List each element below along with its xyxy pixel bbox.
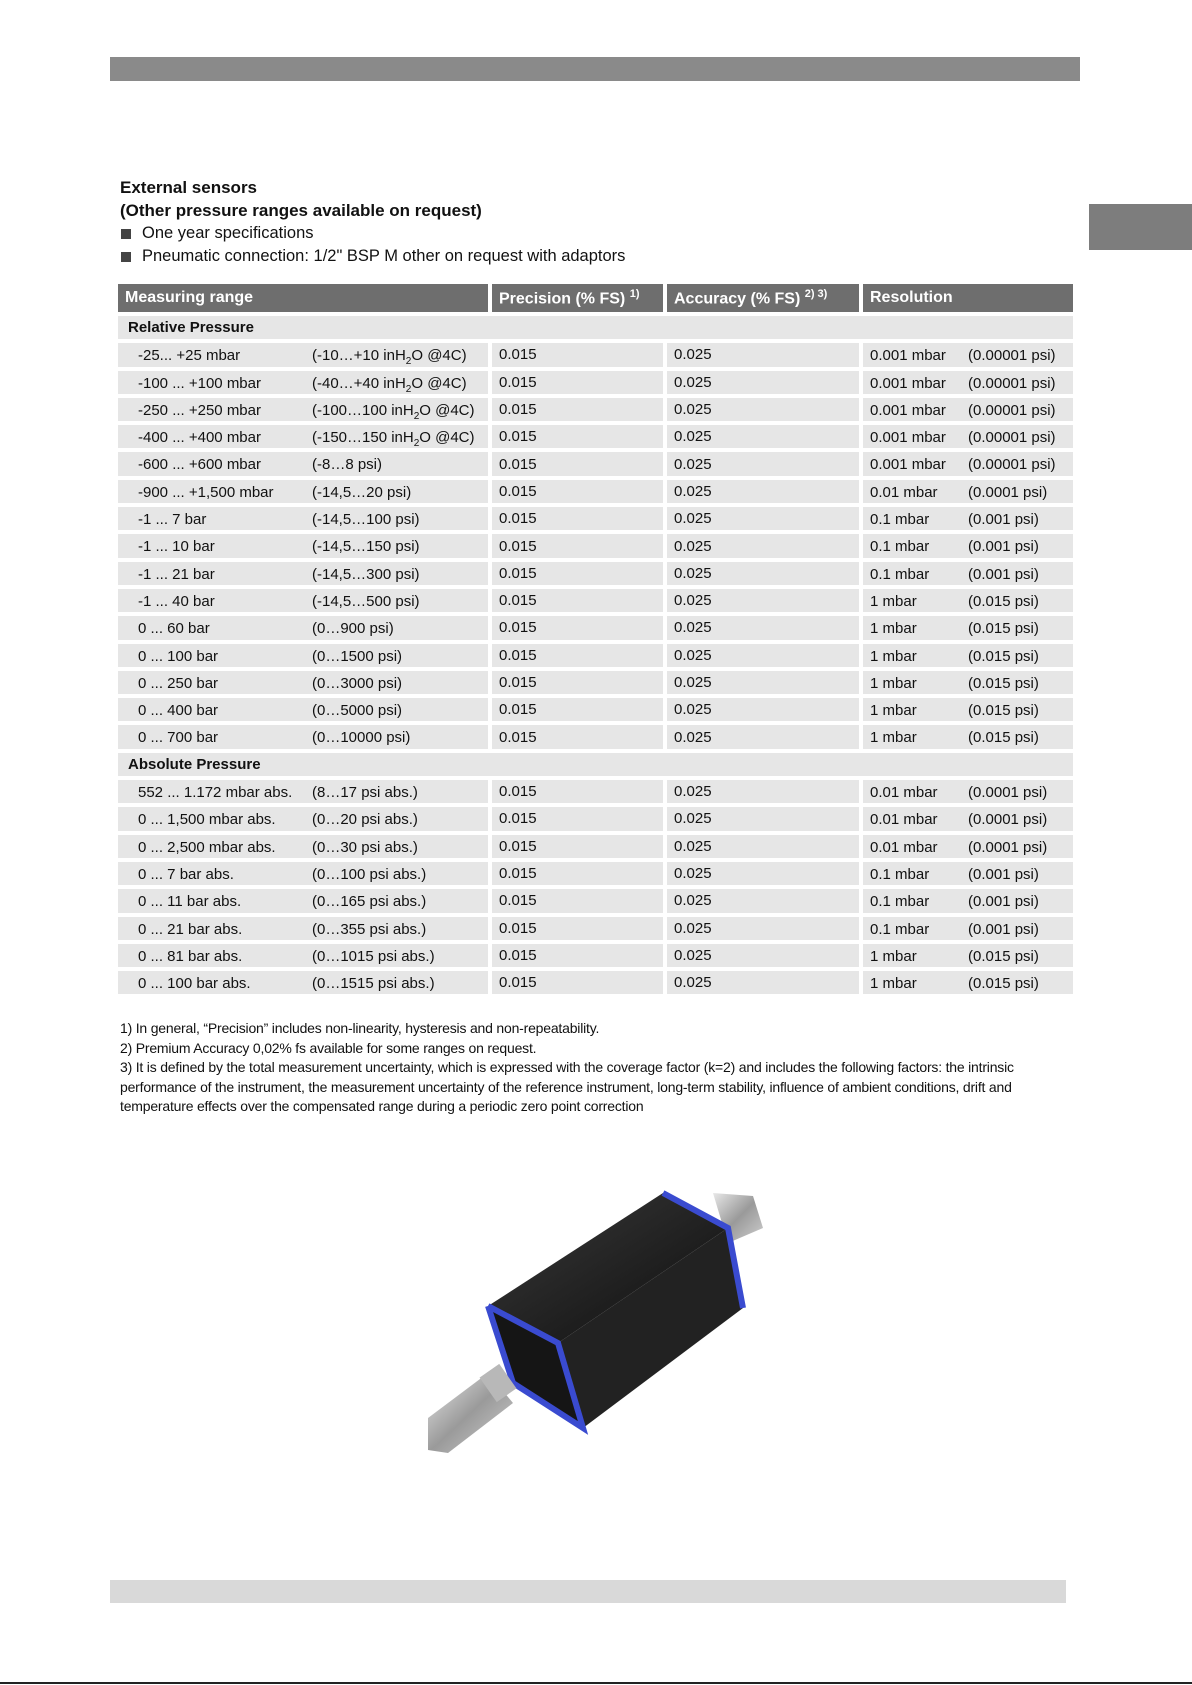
footer-rule — [0, 1682, 1192, 1684]
section-row — [118, 753, 1073, 776]
range-mbar: 0 ... 100 bar — [138, 647, 219, 665]
precision-cell: 0.015 — [492, 425, 663, 448]
range-cell — [118, 971, 488, 994]
resolution-cell — [863, 835, 1073, 858]
resolution-mbar: 1 mbar — [870, 674, 917, 692]
resolution-cell — [863, 534, 1073, 557]
resolution-mbar: 0.01 mbar — [870, 811, 938, 829]
range-alt-units: (-40…+40 inH$_2$O @4C) — [312, 374, 467, 395]
resolution-psi: (0.015 psi) — [968, 647, 1039, 665]
table-row — [118, 725, 1073, 748]
resolution-mbar: 0.001 mbar — [870, 401, 946, 419]
section-label: Absolute Pressure — [118, 753, 1073, 776]
resolution-psi: (0.001 psi) — [968, 511, 1039, 529]
resolution-cell — [863, 589, 1073, 612]
range-alt-units: (0…10000 psi) — [312, 729, 411, 747]
precision-cell: 0.015 — [492, 944, 663, 967]
resolution-mbar: 0.001 mbar — [870, 374, 946, 392]
resolution-psi: (0.0001 psi) — [968, 838, 1048, 856]
resolution-psi: (0.00001 psi) — [968, 401, 1056, 419]
accuracy-cell: 0.025 — [667, 452, 859, 475]
accuracy-cell: 0.025 — [667, 889, 859, 912]
chapter-tab — [1089, 204, 1192, 250]
resolution-mbar: 0.1 mbar — [870, 565, 930, 583]
resolution-cell — [863, 425, 1073, 448]
accuracy-cell: 0.025 — [667, 507, 859, 530]
precision-cell: 0.015 — [492, 589, 663, 612]
range-cell — [118, 480, 488, 503]
resolution-psi: (0.00001 psi) — [968, 429, 1056, 447]
precision-cell: 0.015 — [492, 398, 663, 421]
range-cell — [118, 644, 488, 667]
range-cell — [118, 917, 488, 940]
range-alt-units: (-14,5…20 psi) — [312, 483, 412, 501]
range-alt-units: (0…900 psi) — [312, 620, 394, 638]
table-row — [118, 398, 1073, 421]
range-mbar: 0 ... 700 bar — [138, 729, 219, 747]
accuracy-cell: 0.025 — [667, 725, 859, 748]
resolution-psi: (0.015 psi) — [968, 702, 1039, 720]
precision-cell: 0.015 — [492, 480, 663, 503]
resolution-mbar: 0.1 mbar — [870, 865, 930, 883]
resolution-cell — [863, 343, 1073, 366]
table-row — [118, 371, 1073, 394]
range-alt-units: (0…355 psi abs.) — [312, 920, 427, 938]
range-cell — [118, 425, 488, 448]
footnotes — [120, 1019, 1080, 1117]
range-mbar: 552 ... 1.172 mbar abs. — [138, 784, 293, 802]
resolution-cell — [863, 889, 1073, 912]
resolution-cell — [863, 725, 1073, 748]
range-cell — [118, 616, 488, 639]
resolution-psi: (0.001 psi) — [968, 538, 1039, 556]
resolution-cell — [863, 698, 1073, 721]
range-cell — [118, 889, 488, 912]
resolution-psi: (0.015 psi) — [968, 620, 1039, 638]
range-alt-units: (-14,5…150 psi) — [312, 538, 420, 556]
table-row — [118, 644, 1073, 667]
range-alt-units: (0…5000 psi) — [312, 702, 403, 720]
accuracy-cell: 0.025 — [667, 589, 859, 612]
resolution-cell — [863, 507, 1073, 530]
resolution-mbar: 0.01 mbar — [870, 784, 938, 802]
accuracy-cell: 0.025 — [667, 698, 859, 721]
range-cell — [118, 807, 488, 830]
accuracy-cell: 0.025 — [667, 807, 859, 830]
accuracy-cell: 0.025 — [667, 917, 859, 940]
table-row — [118, 889, 1073, 912]
resolution-psi: (0.00001 psi) — [968, 456, 1056, 474]
range-alt-units: (-8…8 psi) — [312, 456, 383, 474]
resolution-psi: (0.001 psi) — [968, 865, 1039, 883]
range-mbar: 0 ... 7 bar abs. — [138, 865, 234, 883]
accuracy-cell: 0.025 — [667, 562, 859, 585]
table-row — [118, 480, 1073, 503]
range-cell — [118, 589, 488, 612]
resolution-cell — [863, 671, 1073, 694]
range-mbar: -1 ... 40 bar — [138, 592, 215, 610]
range-mbar: 0 ... 1,500 mbar abs. — [138, 811, 276, 829]
range-alt-units: (0…30 psi abs.) — [312, 838, 418, 856]
resolution-cell — [863, 616, 1073, 639]
range-mbar: 0 ... 400 bar — [138, 702, 219, 720]
range-cell — [118, 534, 488, 557]
range-mbar: -250 ... +250 mbar — [138, 401, 261, 419]
range-alt-units: (0…165 psi abs.) — [312, 893, 427, 911]
resolution-psi: (0.0001 psi) — [968, 811, 1048, 829]
bullet-item — [120, 222, 1080, 245]
range-mbar: 0 ... 2,500 mbar abs. — [138, 838, 276, 856]
accuracy-cell: 0.025 — [667, 616, 859, 639]
intro-section — [120, 176, 1080, 268]
section-heading: External sensors — [120, 178, 258, 197]
accuracy-cell: 0.025 — [667, 644, 859, 667]
precision-cell: 0.015 — [492, 644, 663, 667]
table-row — [118, 671, 1073, 694]
section-row — [118, 316, 1073, 339]
resolution-cell — [863, 862, 1073, 885]
resolution-cell — [863, 371, 1073, 394]
resolution-cell — [863, 480, 1073, 503]
precision-cell: 0.015 — [492, 725, 663, 748]
section-label: Relative Pressure — [118, 316, 1073, 339]
range-cell — [118, 671, 488, 694]
resolution-cell — [863, 398, 1073, 421]
resolution-mbar: 1 mbar — [870, 647, 917, 665]
resolution-mbar: 0.01 mbar — [870, 838, 938, 856]
header-precision: Precision (% FS) $^{1)}$ — [492, 284, 663, 312]
resolution-mbar: 1 mbar — [870, 592, 917, 610]
table-row — [118, 944, 1073, 967]
range-cell — [118, 725, 488, 748]
resolution-cell — [863, 944, 1073, 967]
accuracy-cell: 0.025 — [667, 371, 859, 394]
bullet-square-icon — [121, 229, 131, 239]
table-row — [118, 589, 1073, 612]
resolution-mbar: 0.1 mbar — [870, 893, 930, 911]
range-alt-units: (0…20 psi abs.) — [312, 811, 418, 829]
header-accuracy: Accuracy (% FS) $^{2) 3)}$ — [667, 284, 859, 312]
footnote: 1) In general, “Precision” includes non-linearity, hysteresis and non-repeatability. — [120, 1020, 600, 1036]
table-row — [118, 971, 1073, 994]
precision-cell: 0.015 — [492, 698, 663, 721]
resolution-psi: (0.015 psi) — [968, 975, 1039, 993]
resolution-psi: (0.0001 psi) — [968, 483, 1048, 501]
range-alt-units: (0…1015 psi abs.) — [312, 947, 435, 965]
range-alt-units: (0…1500 psi) — [312, 647, 403, 665]
accuracy-cell: 0.025 — [667, 780, 859, 803]
range-alt-units: (-14,5…300 psi) — [312, 565, 420, 583]
table-row — [118, 425, 1073, 448]
range-alt-units: (0…100 psi abs.) — [312, 865, 427, 883]
resolution-cell — [863, 807, 1073, 830]
precision-cell: 0.015 — [492, 889, 663, 912]
accuracy-cell: 0.025 — [667, 835, 859, 858]
range-cell — [118, 398, 488, 421]
table-row — [118, 343, 1073, 366]
range-mbar: -900 ... +1,500 mbar — [138, 483, 274, 501]
table-row — [118, 917, 1073, 940]
resolution-mbar: 1 mbar — [870, 702, 917, 720]
resolution-cell — [863, 917, 1073, 940]
range-mbar: -100 ... +100 mbar — [138, 374, 261, 392]
range-cell — [118, 343, 488, 366]
resolution-psi: (0.00001 psi) — [968, 347, 1056, 365]
range-mbar: 0 ... 100 bar abs. — [138, 975, 251, 993]
footnote-ref: 1) — [629, 287, 640, 300]
resolution-psi: (0.015 psi) — [968, 729, 1039, 747]
precision-cell: 0.015 — [492, 807, 663, 830]
header-measuring-range: Measuring range — [118, 284, 488, 312]
range-alt-units: (-14,5…500 psi) — [312, 592, 420, 610]
resolution-cell — [863, 452, 1073, 475]
precision-cell: 0.015 — [492, 534, 663, 557]
resolution-mbar: 1 mbar — [870, 947, 917, 965]
table-row — [118, 862, 1073, 885]
sensor-photo — [428, 1188, 768, 1460]
resolution-mbar: 1 mbar — [870, 620, 917, 638]
accuracy-cell: 0.025 — [667, 425, 859, 448]
range-cell — [118, 562, 488, 585]
bullet-item — [120, 245, 1080, 268]
precision-cell: 0.015 — [492, 507, 663, 530]
resolution-cell — [863, 644, 1073, 667]
precision-cell: 0.015 — [492, 862, 663, 885]
resolution-mbar: 0.1 mbar — [870, 920, 930, 938]
range-alt-units: (-150…150 inH$_2$O @4C) — [312, 429, 475, 450]
resolution-psi: (0.015 psi) — [968, 674, 1039, 692]
range-cell — [118, 698, 488, 721]
resolution-mbar: 0.001 mbar — [870, 456, 946, 474]
range-mbar: 0 ... 81 bar abs. — [138, 947, 243, 965]
accuracy-cell: 0.025 — [667, 862, 859, 885]
precision-cell: 0.015 — [492, 835, 663, 858]
bullet-text: Pneumatic connection: 1/2" BSP M other on request with adaptors — [142, 247, 626, 265]
accuracy-cell: 0.025 — [667, 398, 859, 421]
resolution-mbar: 0.1 mbar — [870, 511, 930, 529]
range-cell — [118, 835, 488, 858]
precision-cell: 0.015 — [492, 616, 663, 639]
resolution-psi: (0.00001 psi) — [968, 374, 1056, 392]
table-header-row — [118, 284, 1073, 312]
resolution-cell — [863, 971, 1073, 994]
resolution-cell — [863, 562, 1073, 585]
table-row — [118, 452, 1073, 475]
range-mbar: 0 ... 21 bar abs. — [138, 920, 243, 938]
precision-cell: 0.015 — [492, 371, 663, 394]
range-mbar: 0 ... 11 bar abs. — [138, 893, 242, 911]
accuracy-cell: 0.025 — [667, 534, 859, 557]
range-alt-units: (0…1515 psi abs.) — [312, 975, 435, 993]
range-mbar: 0 ... 250 bar — [138, 674, 219, 692]
range-mbar: -1 ... 7 bar — [138, 511, 207, 529]
resolution-psi: (0.001 psi) — [968, 565, 1039, 583]
range-alt-units: (-10…+10 inH$_2$O @4C) — [312, 347, 467, 368]
footnote: 3) It is defined by the total measurement uncertainty, which is expressed with the coverage factor (k=2) and includes the following factors: the intrinsic performance of the instrument, the measurement uncertainty of the reference instrument, long-term stability, influence of ambient conditions, drift and temperature effects over the compensated range during a periodic zero point correction — [120, 1059, 1014, 1114]
bullet-square-icon — [121, 252, 131, 262]
table-row — [118, 835, 1073, 858]
resolution-psi: (0.0001 psi) — [968, 784, 1048, 802]
accuracy-cell: 0.025 — [667, 971, 859, 994]
table-row — [118, 534, 1073, 557]
resolution-mbar: 0.1 mbar — [870, 538, 930, 556]
resolution-psi: (0.001 psi) — [968, 893, 1039, 911]
header-resolution: Resolution — [863, 284, 1073, 312]
range-alt-units: (8…17 psi abs.) — [312, 784, 418, 802]
precision-cell: 0.015 — [492, 971, 663, 994]
precision-cell: 0.015 — [492, 562, 663, 585]
table-row — [118, 616, 1073, 639]
footnote-ref: 2) 3) — [804, 287, 828, 300]
table-row — [118, 807, 1073, 830]
bullet-text: One year specifications — [142, 224, 314, 242]
resolution-psi: (0.015 psi) — [968, 947, 1039, 965]
section-subheading: (Other pressure ranges available on request) — [120, 201, 482, 220]
range-alt-units: (0…3000 psi) — [312, 674, 403, 692]
range-cell — [118, 780, 488, 803]
footer-bar — [110, 1580, 1066, 1603]
table-row — [118, 780, 1073, 803]
accuracy-cell: 0.025 — [667, 343, 859, 366]
resolution-psi: (0.015 psi) — [968, 592, 1039, 610]
range-mbar: 0 ... 60 bar — [138, 620, 210, 638]
resolution-mbar: 0.01 mbar — [870, 483, 938, 501]
range-mbar: -600 ... +600 mbar — [138, 456, 261, 474]
resolution-mbar: 1 mbar — [870, 975, 917, 993]
table-row — [118, 507, 1073, 530]
resolution-mbar: 0.001 mbar — [870, 429, 946, 447]
resolution-mbar: 1 mbar — [870, 729, 917, 747]
header-bar — [110, 57, 1080, 81]
accuracy-cell: 0.025 — [667, 480, 859, 503]
range-mbar: -1 ... 10 bar — [138, 538, 215, 556]
resolution-psi: (0.001 psi) — [968, 920, 1039, 938]
precision-cell: 0.015 — [492, 780, 663, 803]
range-mbar: -1 ... 21 bar — [138, 565, 215, 583]
range-cell — [118, 371, 488, 394]
footnote: 2) Premium Accuracy 0,02% fs available for some ranges on request. — [120, 1039, 537, 1056]
accuracy-cell: 0.025 — [667, 944, 859, 967]
range-cell — [118, 944, 488, 967]
accuracy-cell: 0.025 — [667, 671, 859, 694]
precision-cell: 0.015 — [492, 452, 663, 475]
range-alt-units: (-14,5…100 psi) — [312, 511, 420, 529]
precision-cell: 0.015 — [492, 343, 663, 366]
precision-cell: 0.015 — [492, 671, 663, 694]
range-cell — [118, 507, 488, 530]
table-row — [118, 562, 1073, 585]
range-alt-units: (-100…100 inH$_2$O @4C) — [312, 401, 475, 422]
range-mbar: -400 ... +400 mbar — [138, 429, 261, 447]
spec-table — [114, 280, 1077, 998]
range-cell — [118, 862, 488, 885]
table-row — [118, 698, 1073, 721]
range-cell — [118, 452, 488, 475]
range-mbar: -25... +25 mbar — [138, 347, 241, 365]
resolution-cell — [863, 780, 1073, 803]
precision-cell: 0.015 — [492, 917, 663, 940]
resolution-mbar: 0.001 mbar — [870, 347, 946, 365]
